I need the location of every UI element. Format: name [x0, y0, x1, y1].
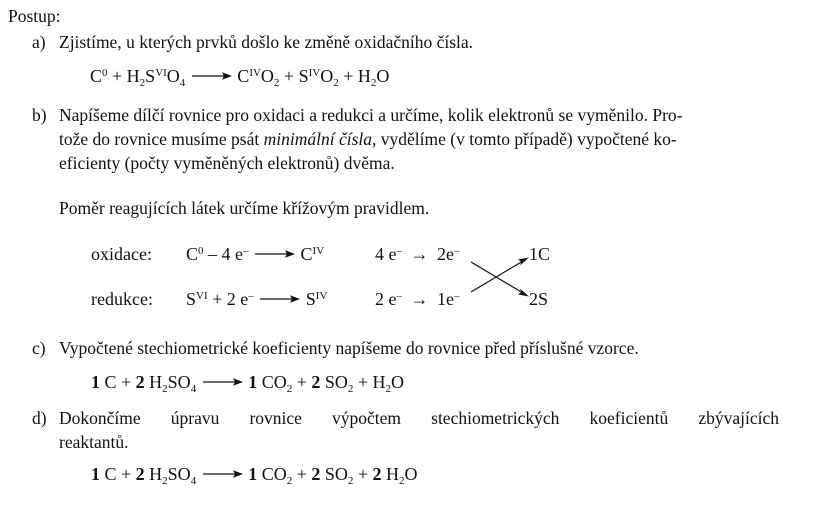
ratio-text: Poměr reagujících látek určíme křížovým pravidlem.: [59, 198, 430, 218]
eq-a-o3: O: [320, 66, 334, 86]
text-b-line2-em: minimální čísla: [263, 129, 373, 149]
text-b-line2-post: , vydělíme (v tomto případě) vypočtené ko-: [372, 129, 677, 149]
eq-a-o: O: [166, 66, 180, 86]
label-a: a): [32, 32, 46, 52]
eq-a-o3-sub: 2: [333, 76, 339, 89]
oxidation-result: 1C: [529, 244, 551, 264]
eq-c-k3: 1: [248, 372, 258, 392]
eq-a-h-sub: 2: [139, 76, 146, 89]
eq-d-so: SO: [167, 464, 191, 484]
text-a: Zjistíme, u kterých prvků došlo ke změně oxidačního čísla.: [59, 32, 474, 52]
eq-a-s: S: [145, 66, 156, 86]
text-b-line2-pre: tože do rovnice musíme psát: [59, 129, 264, 149]
reaction-arrow-icon: [203, 377, 243, 387]
label-c: c): [32, 338, 46, 358]
eq-a-h2: H: [357, 66, 371, 86]
oxidation-half-equation: [186, 245, 324, 263]
text-b-line1: Napíšeme dílčí rovnice pro oxidaci a redukci a určíme, kolik elektronů se vyměnilo. Pro-: [59, 105, 683, 125]
ox-e1-sup: –: [396, 244, 402, 257]
eq-d-k2: 2: [135, 464, 145, 484]
eq-a-h2-sub: 2: [370, 76, 377, 89]
text-d-line1: Dokončíme úpravu rovnice výpočtem stechiometrických koeficientů zbývajících: [59, 408, 779, 428]
red-right: S: [305, 289, 316, 309]
eq-d-so-sub: 4: [190, 474, 197, 487]
eq-d-so2: SO: [324, 464, 348, 484]
reaction-arrow-icon: [255, 249, 295, 259]
equation-d: [91, 464, 418, 487]
red-e1: 2 e: [375, 289, 397, 309]
heading: Postup:: [8, 6, 61, 26]
eq-c-plus3: +: [357, 372, 369, 392]
red-right-ox: IV: [315, 289, 328, 302]
eq-a-s2: S: [298, 66, 309, 86]
eq-c-co-sub: 2: [286, 382, 293, 395]
eq-d-so2-sub: 2: [347, 474, 354, 487]
reduction-electrons: [375, 290, 460, 308]
eq-a-s-ox: VI: [155, 66, 167, 79]
ox-arrow: →: [410, 244, 429, 264]
reaction-arrow-icon: [192, 71, 232, 81]
eq-d-h2-sub: 2: [399, 474, 405, 487]
eq-d-h2: H: [386, 464, 400, 484]
eq-a-c2-ox: IV: [249, 66, 261, 79]
red-e1-sup: –: [396, 289, 402, 302]
text-d-line2: reaktantů.: [59, 432, 129, 452]
text-c: Vypočtené stechiometrické koeficienty napíšeme do rovnice před příslušné vzorce.: [59, 338, 639, 358]
eq-a-s2-ox: IV: [308, 66, 321, 79]
text-b-line2: [59, 127, 779, 151]
ox-e2: 2e: [437, 244, 454, 264]
red-op: + 2 e: [212, 289, 249, 309]
eq-a-o2-sub: 2: [273, 76, 280, 89]
oxidation-electrons: [375, 245, 460, 263]
eq-c-so: SO: [167, 372, 191, 392]
eq-c-so2: SO: [324, 372, 348, 392]
ox-op: – 4 e: [208, 244, 244, 264]
label-b: b): [32, 105, 47, 125]
eq-c-co: CO: [261, 372, 287, 392]
eq-c-k2: 2: [135, 372, 145, 392]
reaction-arrow-icon: [203, 469, 243, 479]
eq-c-k1: 1: [91, 372, 100, 392]
red-arrow: →: [410, 289, 429, 309]
ox-left: C: [186, 244, 199, 264]
eq-c-k4: 2: [311, 372, 321, 392]
eq-c-plus: +: [121, 372, 132, 392]
ox-e2-sup: –: [454, 244, 460, 257]
eq-c-h2: H: [372, 372, 386, 392]
eq-d-o: O: [404, 464, 418, 484]
red-e-sup: –: [248, 289, 254, 302]
eq-a-carbon-ox: 0: [102, 66, 108, 79]
eq-d-co: CO: [261, 464, 287, 484]
red-e2: 1e: [437, 289, 454, 309]
eq-d-k5: 2: [372, 464, 382, 484]
eq-a-h: H: [126, 66, 140, 86]
equation-a: [90, 66, 390, 89]
eq-c-c: C: [104, 372, 117, 392]
eq-a-carbon: C: [90, 66, 103, 86]
eq-a-c2: C: [237, 66, 250, 86]
eq-d-k1: 1: [91, 464, 100, 484]
eq-d-plus: +: [121, 464, 132, 484]
eq-c-o: O: [391, 372, 405, 392]
reduction-result: 2S: [529, 289, 549, 309]
oxidation-label: oxidace:: [91, 244, 152, 264]
ox-e1: 4 e: [375, 244, 397, 264]
eq-c-so-sub: 4: [190, 382, 197, 395]
eq-c-plus2: +: [296, 372, 307, 392]
cross-rule-arrows-icon: [465, 252, 535, 302]
eq-c-h2-sub: 2: [385, 382, 392, 395]
eq-a-plus3: +: [343, 66, 354, 86]
eq-c-h: H: [149, 372, 163, 392]
eq-c-so2-sub: 2: [347, 382, 354, 395]
reduction-label: redukce:: [91, 289, 153, 309]
text-b-line3: eficienty (počty vyměněných elektronů) dvěma.: [59, 153, 395, 173]
eq-d-h-sub: 2: [162, 474, 168, 487]
eq-a-plus2: +: [283, 66, 295, 86]
eq-d-k4: 2: [311, 464, 321, 484]
ox-e-sup: –: [243, 244, 249, 257]
eq-d-k3: 1: [248, 464, 258, 484]
eq-c-h-sub: 2: [162, 382, 168, 395]
eq-d-c: C: [104, 464, 117, 484]
eq-a-o4: O: [376, 66, 390, 86]
ox-left-ox: 0: [198, 244, 204, 257]
eq-d-co-sub: 2: [286, 474, 293, 487]
eq-d-h: H: [149, 464, 163, 484]
equation-c: [91, 372, 405, 395]
eq-a-plus: +: [112, 66, 123, 86]
eq-a-o-sub: 4: [179, 76, 186, 89]
reaction-arrow-icon: [260, 294, 300, 304]
reduction-half-equation: [186, 290, 327, 308]
eq-d-plus3: +: [357, 464, 369, 484]
eq-d-plus2: +: [296, 464, 307, 484]
eq-a-o2: O: [260, 66, 274, 86]
red-e2-sup: –: [454, 289, 460, 302]
ox-right-ox: IV: [312, 244, 325, 257]
red-left-ox: VI: [196, 289, 208, 302]
red-left: S: [186, 289, 197, 309]
label-d: d): [32, 408, 47, 428]
ox-right: C: [300, 244, 313, 264]
